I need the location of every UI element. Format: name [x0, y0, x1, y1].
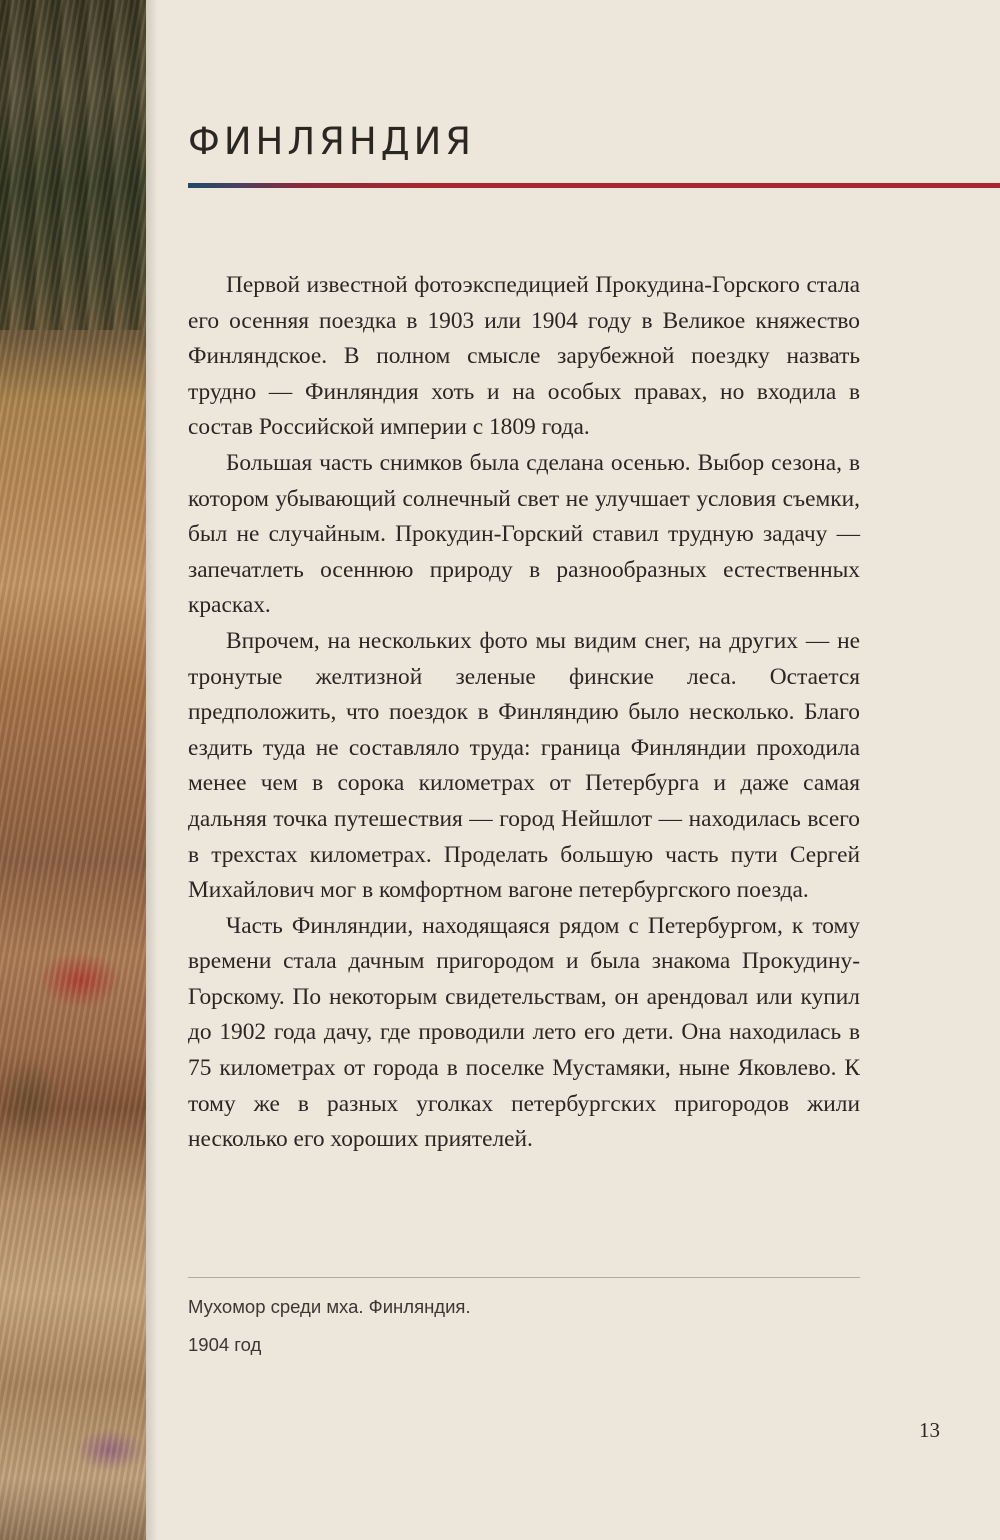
photo-caption	[188, 1294, 860, 1370]
caption-title: Мухомор среди мха. Финляндия.	[188, 1296, 471, 1317]
page-fold-shadow	[146, 0, 158, 1540]
page-number: 13	[919, 1418, 940, 1442]
caption-year: 1904 год	[188, 1334, 262, 1355]
side-photo-strip	[0, 0, 146, 1540]
photo-grass-texture	[0, 0, 146, 1540]
title-divider	[188, 183, 1000, 188]
chapter-title: ФИНЛЯНДИЯ	[188, 120, 475, 163]
paragraph-4: Часть Финляндии, находящаяся рядом с Петербургом, к тому времени стала дачным пригородом и была знакома Прокудину-Горскому. По некоторым свидетельствам, он арендовал или купил до 1902 года дачу, где проводили лето его дети. Она находилась в 75 километрах от города в поселке Мустамяки, ныне Яковлево. К тому же в разных уголках петербургских пригородов жили несколько его хороших приятелей.	[188, 912, 860, 1153]
body-text	[188, 268, 860, 1158]
paragraph-1: Первой известной фотоэкспедицией Прокудина-Горского стала его осенняя поездка в 1903 или 1904 году в Великое княжество Финляндское. В полном смысле зарубежной поездку назвать трудно — Финляндия хоть и на особых правах, но входила в состав Российской империи с 1809 года.	[188, 272, 860, 441]
paragraph-3: Впрочем, на нескольких фото мы видим снег, на других — не тронутые желтизной зеленые финские леса. Остается предположить, что поездок в Финляндию было несколько. Благо ездить туда не составляло труда: граница Финляндии проходила менее чем в сорока километрах от Петербурга и даже самая дальняя точка путешествия — город Нейшлот — находилась всего в трехстах километрах. Проделать большую часть пути Сергей Михайлович мог в комфортном вагоне петербургского поезда.	[188, 627, 860, 904]
paragraph-2: Большая часть снимков была сделана осенью. Выбор сезона, в котором убывающий солнечный свет не улучшает условия съемки, был не случайным. Прокудин-Горский ставил трудную задачу — запечатлеть осеннюю природу в разнообразных естественных красках.	[188, 449, 860, 619]
caption-divider	[188, 1277, 860, 1278]
